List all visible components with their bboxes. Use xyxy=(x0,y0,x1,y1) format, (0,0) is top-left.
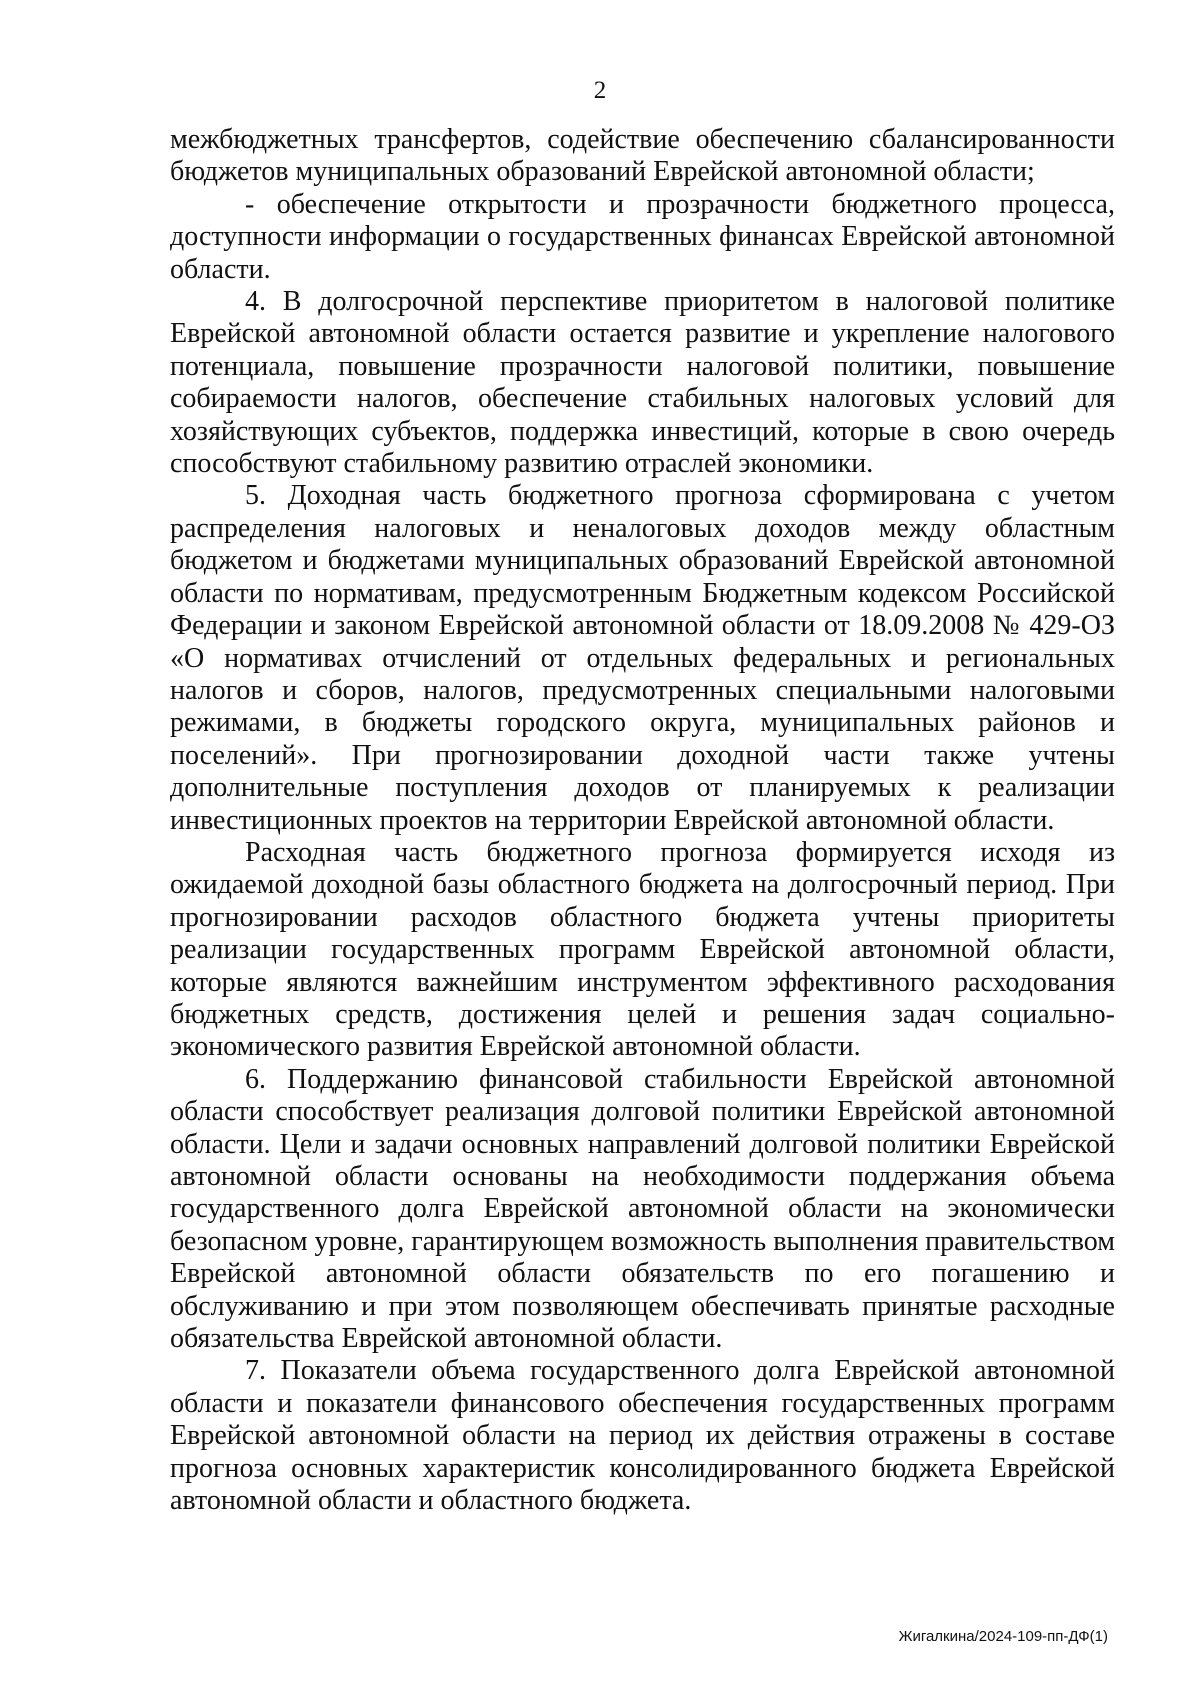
paragraph-item-5: 5. Доходная часть бюджетного прогноза сформирована с учетом распределения налоговых и неналоговых доходов между областным бюджетом и бюджетами муниципальных образований Еврейской автономной области по нормативам, предусмотренным Бюджетным кодексом Российской Федерации и законом Еврейской автономной области от 18.09.2008 № 429-ОЗ «О нормативах отчислений от отдельных федеральных и региональных налогов и сборов, налогов, предусмотренных специальными налоговыми режимами, в бюджеты городского округа, муниципальных районов и поселений». При прогнозировании доходной части также учтены дополнительные поступления доходов от планируемых к реализации инвестиционных проектов на территории Еврейской автономной области. xyxy=(170,480,1115,836)
document-body xyxy=(170,124,1115,1517)
document-footer-code: Жигалкина/2024-109-пп-ДФ(1) xyxy=(898,1628,1108,1645)
page-number: 2 xyxy=(593,77,607,104)
paragraph-transparency: - обеспечение открытости и прозрачности бюджетного процесса, доступности информации о государственных финансах Еврейской автономной области. xyxy=(170,188,1115,285)
paragraph-item-7: 7. Показатели объема государственного долга Еврейской автономной области и показатели финансового обеспечения государственных программ Еврейской автономной области на период их действия отражены в составе прогноза основных характеристик консолидированного бюджета Еврейской автономной области и областного бюджета. xyxy=(170,1355,1115,1517)
paragraph-continuation: межбюджетных трансфертов, содействие обеспечению сбалансированности бюджетов муниципальных образований Еврейской автономной области; xyxy=(170,124,1115,188)
paragraph-expenditure: Расходная часть бюджетного прогноза формируется исходя из ожидаемой доходной базы областного бюджета на долгосрочный период. При прогнозировании расходов областного бюджета учтены приоритеты реализации государственных программ Еврейской автономной области, которые являются важнейшим инструментом эффективного расходования бюджетных средств, достижения целей и решения задач социально-экономического развития Еврейской автономной области. xyxy=(170,836,1115,1063)
paragraph-item-6: 6. Поддержанию финансовой стабильности Еврейской автономной области способствует реализация долговой политики Еврейской автономной области. Цели и задачи основных направлений долговой политики Еврейской автономной области основаны на необходимости поддержания объема государственного долга Еврейской автономной области на экономически безопасном уровне, гарантирующем возможность выполнения правительством Еврейской автономной области обязательств по его погашению и обслуживанию и при этом позволяющем обеспечивать принятые расходные обязательства Еврейской автономной области. xyxy=(170,1063,1115,1355)
paragraph-item-4: 4. В долгосрочной перспективе приоритетом в налоговой политике Еврейской автономной области остается развитие и укрепление налогового потенциала, повышение прозрачности налоговой политики, повышение собираемости налогов, обеспечение стабильных налоговых условий для хозяйствующих субъектов, поддержка инвестиций, которые в свою очередь способствуют стабильному развитию отраслей экономики. xyxy=(170,286,1115,480)
